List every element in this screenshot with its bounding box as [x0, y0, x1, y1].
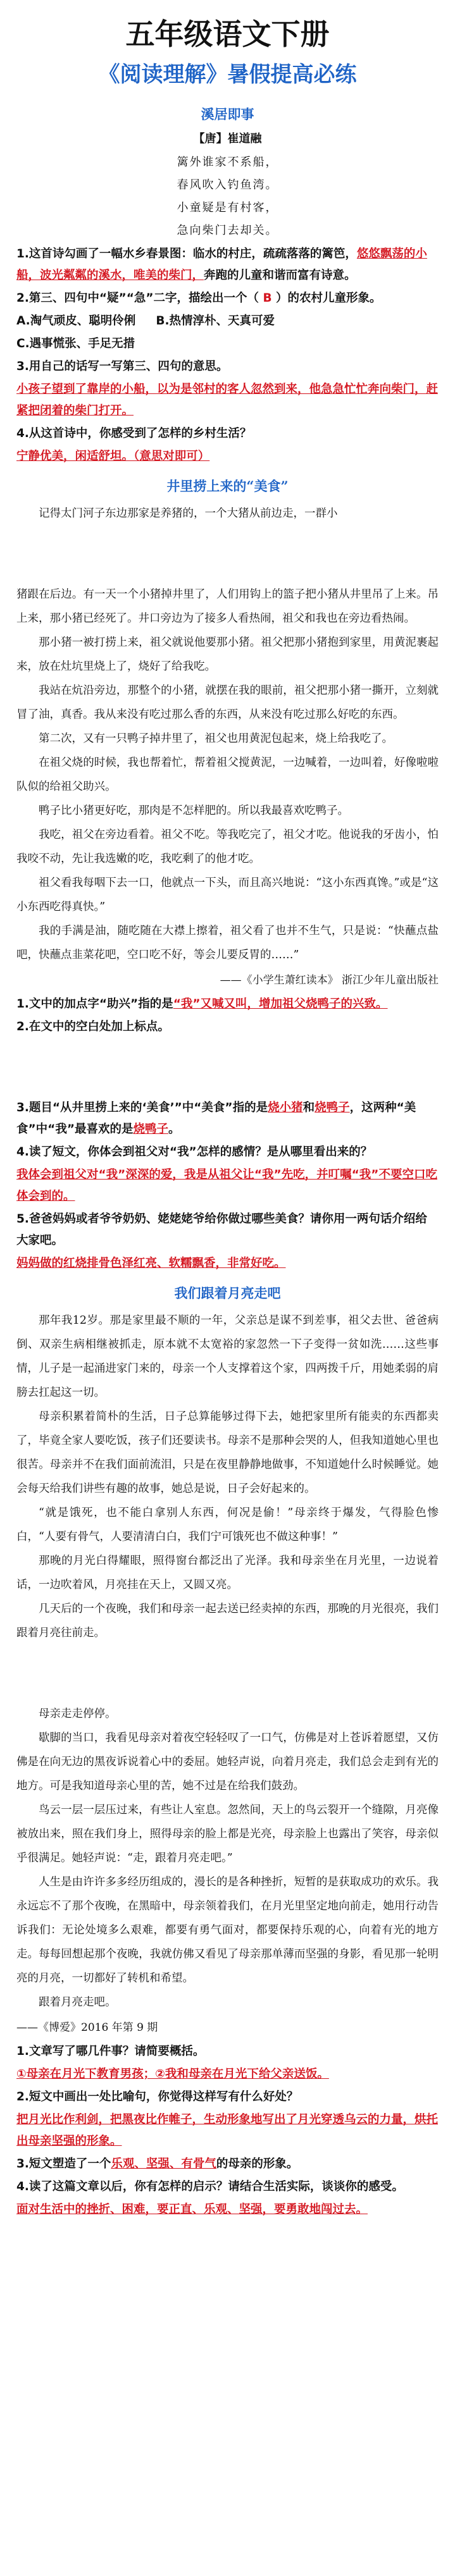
answer: [16, 446, 439, 467]
question: [16, 1142, 439, 1163]
question-text: 2.第三、四句中“疑”“急”二字，描绘出一个（: [16, 292, 259, 305]
question: [16, 2154, 439, 2175]
answer-text: 小孩子望到了靠岸的小船，以为是邻村的客人忽然到来，他急急忙忙奔向柴门，赶紧把闭着的柴门打开。: [16, 383, 439, 417]
paragraph: 我吃，祖父在旁边看着。祖父不吃。等我吃完了，祖父才吃。他说我的牙齿小，怕我咬不动，先让我选嫩的吃，我吃剩了的他才吃。: [16, 829, 439, 865]
question-text: 1.文中的加点字“助兴”指的是: [16, 997, 173, 1011]
source-citation: ——《博爱》2016 年第 9 期: [16, 2021, 158, 2034]
paragraph: 猪跟在后边。有一天一个小猪掉井里了，人们用钩上的篮子把小猪从井里吊了上来。吊上来，那小猪已经死了。井口旁边为了接多人看热闹，祖父和我也在旁边看热闹。: [16, 588, 439, 625]
blank-area: [16, 1039, 439, 1096]
answer-text: “我”又喊又叫，增加祖父烧鸭子的兴致。: [173, 997, 388, 1011]
blank-area: [16, 1645, 439, 1702]
question-text: 2.在文中的空白处加上标点。: [16, 1020, 170, 1033]
options: [16, 333, 439, 355]
paragraph: 几天后的一个夜晚，我们和母亲一起去送已经卖掉的东西，那晚的月光很亮，我们跟着月亮往前走。: [16, 1603, 439, 1639]
question: [16, 1016, 439, 1038]
question-text: 4.从这首诗中，你感受到了怎样的乡村生活？: [16, 427, 252, 440]
question: [16, 356, 439, 378]
section-title: 井里捞上来的“美食”: [166, 478, 289, 494]
paragraph: 我的手满是油，随吃随在大襟上擦着，祖父看了也并不生气，只是说：“快蘸点盐吧，快蘸点韭菜花吧，空口吃不好，等会儿要反胃的……”: [16, 925, 439, 961]
blank-area: [16, 526, 439, 582]
page-subtitle: 《阅读理解》暑假提高必练: [98, 62, 357, 87]
source-citation: ——《小学生萧红读本》 浙江少年儿童出版社: [220, 974, 439, 987]
question: [16, 2176, 439, 2198]
section-story-2: [16, 1283, 439, 2221]
question-text: ）的农村儿童形象。: [276, 292, 382, 305]
paragraph: “就是饿死，也不能白拿别人东西，何况是偷！”母亲终于爆发，气得脸色惨白，“人要有骨气，人要清清白白，我们宁可饿死也不做这种事！”: [16, 1507, 439, 1543]
paragraph: 我站在炕沿旁边，那整个的小猪，就摆在我的眼前，祖父把那小猪一撕开，立刻就冒了油，真香。我从来没有吃过那么香的东西，从来没有吃过那么好吃的东西。: [16, 684, 439, 721]
answer-text: 烧小猪: [268, 1101, 303, 1114]
paragraph: 母亲走走停停。: [39, 1708, 116, 1720]
paragraph: 第二次，又有一只鸭子掉井里了，祖父也用黄泥包起来，烧上给我吃了。: [39, 732, 393, 745]
paragraph: 鸟云一层一层压过来，有些让人室息。忽然间，天上的鸟云裂开一个缝隙，月亮像被放出来，照在我们身上，照得母亲的脸上都是光亮，母亲脸上也露出了笑容，母亲似乎很满足。她轻声说：“走，跟着月亮走吧。”: [16, 1804, 439, 1864]
poem-line: 篱外谁家不系船，: [177, 156, 278, 169]
answer-choice: B: [259, 292, 277, 305]
answer: [16, 1164, 439, 1207]
poem-line: 急向柴门去却关。: [177, 224, 278, 237]
answer-text: 宁静优美，闲适舒坦。（意思对即可）: [16, 450, 210, 463]
paragraph: 记得太门河子东边那家是养猪的，一个大猪从前边走，一群小: [39, 507, 338, 520]
answer-text: 烧鸭子: [133, 1123, 168, 1136]
poem-line: 小童疑是有村客，: [177, 201, 278, 214]
question-text: 的母亲的形象。: [216, 2157, 299, 2171]
paragraph: 母亲积累着简朴的生活，日子总算能够过得下去，她把家里所有能卖的东西都卖了，毕竟全家人要吃饭，孩子们还要读书。母亲不是那种会哭的人，但我知道她心里也很苦。母亲并不在我们面前流泪，只是在夜里静静地做事，不知道她什么时候睡觉。她会每天给我们讲些有趣的故事，她总是说，日子会好起来的。: [16, 1410, 439, 1495]
paragraph: 歇脚的当口，我看见母亲对着夜空轻轻叹了一口气，仿佛是对上苍诉着愿望，又仿佛是在向无边的黑夜诉说着心中的委屈。她轻声说，向着月亮走，我们总会走到有光的地方。可是我知道母亲心里的苦，她不过是在给我们鼓劲。: [16, 1732, 439, 1792]
paragraph: 跟着月亮走吧。: [39, 1996, 116, 2009]
answer-text: 妈妈做的红烧排骨色泽红亮、软糯飘香，非常好吃。: [16, 1257, 286, 1270]
answer-text: 乐观、坚强、有骨气: [111, 2157, 216, 2171]
answer-text: ①母亲在月光下教育男孩；②我和母亲在月光下给父亲送饭。: [16, 2068, 329, 2081]
paragraph: 那晚的月光白得耀眼，照得窗台都泛出了光泽。我和母亲坐在月光里，一边说着话，一边吹着风，月亮挂在天上，又圆又亮。: [16, 1555, 439, 1591]
question-text: 3.短文塑造了一个: [16, 2157, 111, 2171]
question: [16, 994, 439, 1015]
question: [16, 243, 439, 287]
question-text: ，这两种“美食”中“我”最喜欢的是: [16, 1101, 416, 1136]
question-text: 。: [168, 1123, 180, 1136]
question: [16, 1097, 439, 1140]
option: B.热情淳朴、天真可爱: [156, 314, 275, 328]
paragraph: 那年我12岁。那是家里最不顺的一年，父亲总是谋不到差事，祖父去世、爸爸病倒、双亲生病相继被抓走，原本就不太宽裕的家忽然一下子变得一贫如洗……这些事情，儿子是一起涌进家门来的，母亲一个人支撑着这个家，四两拨千斤，用她柔弱的肩膀去扛起这一切。: [16, 1314, 439, 1399]
poem-line: 春风吹入钓鱼湾。: [177, 178, 278, 192]
section-story-1: [16, 476, 439, 1274]
page-title: 五年级语文下册: [125, 17, 330, 51]
answer-text: 面对生活中的挫折、困难，要正直、乐观、坚强，要勇敢地闯过去。: [16, 2203, 368, 2216]
question: [16, 423, 439, 445]
question-text: 4.读了这篇文章以后，你有怎样的启示？请结合生活实际，谈谈你的感受。: [16, 2180, 404, 2193]
answer: [16, 2199, 439, 2221]
option: C.遇事慌张、手足无措: [16, 337, 135, 350]
question-text: 1.这首诗勾画了一幅水乡春景图：临水的村庄，疏疏落落的篱笆，: [16, 247, 357, 261]
poem-author: 【唐】崔道融: [193, 132, 262, 145]
option: A.淘气顽皮、聪明伶俐: [16, 314, 136, 328]
question: [16, 2086, 439, 2108]
question: [16, 288, 439, 309]
paragraph: 人生是由许许多多经历组成的，漫长的是各种挫折，短暂的是获取成功的欢乐。我永远忘不了那个夜晚，在黑暗中，母亲领着我们，在月光里坚定地向前走，她用行动告诉我们：无论处境多么艰难，都要有勇气面对，都要保持乐观的心，向着有光的地方走。每每回想起那个夜晚，我就仿佛又看见了母亲那单薄而坚强的身影，看见那一轮明亮的月亮，一切都好了转机和希望。: [16, 1876, 439, 1985]
question-text: 1.文章写了哪几件事？请简要概括。: [16, 2045, 205, 2058]
question-text: 奔跑的儿童和谐而富有诗意。: [204, 269, 356, 282]
paragraph: 祖父看我每咽下去一口，他就点一下头，而且高兴地说：“这小东西真馋。”或是“这小东西吃得真快。”: [16, 877, 439, 913]
answer-text: 悠悠飘荡的小船，波光粼粼的溪水，唯美的柴门，: [16, 247, 427, 282]
question-text: 3.用自己的话写一写第三、四句的意思。: [16, 360, 228, 373]
answer-text: 烧鸭子: [315, 1101, 350, 1114]
question-text: 5.爸爸妈妈或者爷爷奶奶、姥姥姥爷给你做过哪些美食？请你用一两句话介绍给大家吧。: [16, 1212, 427, 1247]
question: [16, 2041, 439, 2062]
question-text: 4.读了短文，你体会到祖父对“我”怎样的感情？是从哪里看出来的？: [16, 1145, 373, 1159]
paragraph: 鸭子比小猪更好吃，那肉是不怎样肥的。所以我最喜欢吃鸭子。: [39, 804, 349, 817]
answer: [16, 2109, 439, 2152]
answer-text: 把月光比作利剑，把黑夜比作帷子，生动形象地写出了月光穿透乌云的力量，烘托出母亲坚强的形象。: [16, 2113, 439, 2148]
paragraph: 在祖父烧的时候，我也帮着忙，帮着祖父搅黄泥，一边喊着，一边叫着，好像啦啦队似的给祖父助兴。: [16, 756, 439, 793]
answer: [16, 379, 439, 422]
section-title: 我们跟着月亮走吧: [174, 1285, 281, 1301]
options: [16, 311, 439, 332]
question-text: 2.短文中画出一处比喻句，你觉得这样写有什么好处？: [16, 2090, 299, 2104]
section-title: 溪居即事: [201, 106, 254, 122]
question-text: 和: [302, 1101, 315, 1114]
answer: [16, 1253, 439, 1274]
worksheet-page: [0, 11, 455, 2234]
question-text: 3.题目“从井里捞上来的‘美食’”中“美食”指的是: [16, 1101, 268, 1114]
answer: [16, 2064, 439, 2085]
paragraph: 那小猪一被打捞上来，祖父就说他要那小猪。祖父把那小猪抱到家里，用黄泥裹起来，放在灶坑里烧上了，烧好了给我吃。: [16, 636, 439, 673]
question: [16, 1209, 439, 1252]
section-poem: [16, 104, 439, 467]
answer-text: 我体会到祖父对“我”深深的爱，我是从祖父让“我”先吃，并叮嘱“我”不要空口吃体会到的。: [16, 1168, 437, 1203]
